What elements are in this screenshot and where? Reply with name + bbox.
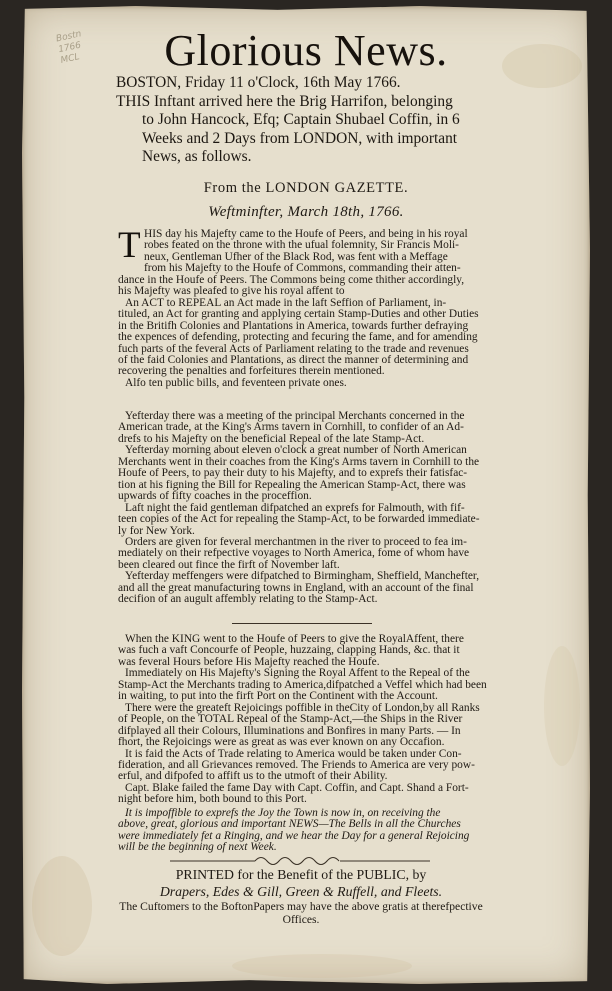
text-line: and all the great manufacturing towns in England, with an account of the final [118,581,474,594]
text-line: decifion of an augult affembly relating to the Stamp-Act. [118,593,378,606]
merchants-report [118,411,478,606]
text-line: fuch parts of the feveral Acts of Parliament relating to the trade and revenues [118,342,469,355]
text-line: Yefterday morning about eleven o'clock a great number of North American [125,444,467,457]
text-line: fideration, and all Grievances removed. The Friends to America are very pow- [118,758,475,771]
text-line: upwards of fifty coaches in the proceffion. [118,490,312,503]
text-line: It is faid the Acts of Trade relating to America would be taken under Con- [125,747,462,760]
text-line: mediately on their refpective voyages to North America, fome of whom have [118,547,470,560]
margin-note-line: Bostn [55,29,83,45]
section-divider [232,623,372,624]
text-line: American trade, at the King's Arms tavern in Cornhill, to confider of an Ad- [118,421,464,434]
text-line: HIS day his Majefty came to the Houfe of Peers, and being in his royal [144,228,468,240]
masthead-title: Glorious News. [164,26,448,75]
text-line: Alfo ten public bills, and feventeen private ones. [125,376,347,389]
text-line: neux, Gentleman Ufher of the Black Rod, was fent with a Meffage [144,250,448,263]
text-line: drefs to his Majefty on the beneficial Repeal of the late Stamp-Act. [118,432,425,445]
intro-line: BOSTON, Friday 11 o'Clock, 16th May 1766. [116,74,401,91]
text-line: his Majefty was pleafed to give his royal affent to [118,285,345,298]
text-line: recovering the penalties and forfeitures therein mentioned. [118,365,385,378]
text-line: been cleared out fince the firft of November laft. [118,558,340,571]
text-line: ly for New York. [118,524,195,537]
text-line: of the faid Colonies and Plantations, as direct the manner of determining and [118,353,469,366]
text-line: fhort, the Rejoicings were as great as was ever known on any Occafion. [118,736,445,749]
italic-line: were immediately fet a Ringing, and we hear the Day for a general Rejoicing [118,829,470,842]
text-line: erful, and difpofed to affift us to the utmoft of their Ability. [118,770,388,783]
text-line: Immediately on His Majefty's Signing the Royal Affent to the Repeal of the [125,667,470,680]
intro-line: THIS Inftant arrived here the Brig Harrifon, belonging [116,92,453,110]
text-line: in waiting, to put into the firft Port on the Continent with the Account. [118,690,438,703]
drop-cap: T [118,225,141,266]
dateline: Weftminfter, March 18th, 1766. [208,204,404,220]
intro-paragraph [116,74,476,167]
printed-line: Offices. [282,913,320,926]
printer-colophon [116,866,486,926]
printers-names: Drapers, Edes & Gill, Green & Ruffell, and Fleets. [159,884,443,899]
text-line: Stamp-Act the Merchants trading to America,difpatched a Veffel which had been [118,678,487,691]
text-line: Capt. Blake failed the fame Day with Capt. Coffin, and Capt. Shand a Fort- [125,781,469,794]
gazette-report [118,225,479,389]
intro-line: News, as follows. [142,148,252,165]
text-line: in the Britifh Colonies and Plantations in America, towards further defraying [118,319,469,332]
source-title: From the LONDON GAZETTE. [203,180,409,196]
text-line: Yefterday there was a meeting of the principal Merchants concerned in the [125,410,465,422]
italic-line: will be the beginning of next Week. [118,841,277,854]
text-line: night before him, both bound to this Port. [118,793,307,806]
margin-note-line: MCL [59,52,81,66]
text-line: from his Majefty to the Houfe of Commons, commanding their atten- [144,262,461,275]
text-line: was feveral Hours before His Majefty reached the Houfe. [118,655,380,668]
text-line: Houfe of Peers, to pay their duty to his Majefty, and to exprefs their fatisfac- [118,467,468,480]
flourish-divider [170,853,430,867]
text-line: the expences of defending, protecting and fecuring the fame, and for amending [118,331,478,344]
repeal-celebration-report [118,633,487,854]
text-line: Laft night the faid gentleman difpatched an exprefs for Falmouth, with fif- [125,501,465,514]
italic-line: It is impoffible to exprefs the Joy the Town is now in, on receiving the [125,806,441,819]
text-line: was fuch a vaft Concourfe of People, huzzaing, clapping Hands, &c. that it [118,644,460,657]
text-line: teen copies of the Act for repealing the Stamp-Act, to be forwarded immediate- [118,513,480,526]
text-line: tion at his figning the Bill for Repealing the American Stamp-Act, there was [118,478,466,491]
text-line: Merchants went in their coaches from the King's Arms tavern in Cornhill to the [118,455,480,468]
margin-note-line: 1766 [57,40,82,56]
text-line: tituled, an Act for granting and applying certain Stamp-Duties and other Duties [118,308,479,321]
text-line: difplayed all their Colours, Illuminations and Bonfires in many Parts. — In [118,724,461,737]
intro-line: to John Hancock, Efq; Captain Shubael Coffin, in 6 [142,111,460,128]
text-line: When the KING went to the Houfe of Peers to give the RoyalAffent, there [125,633,464,645]
text-line: Yefterday meffengers were difpatched to Birmingham, Sheffield, Manchefter, [125,570,480,583]
italic-line: above, great, glorious and important NEWS—The Bells in all the Churches [118,818,461,831]
text-line: Orders are given for feveral merchantmen in the river to proceed to fea im- [125,535,467,548]
text-line: robes feated on the throne with the ufual folemnity, Sir Francis Moli- [144,239,459,252]
printed-line: PRINTED for the Benefit of the PUBLIC, by [175,867,427,882]
text-line: There were the greateft Rejoicings poffible in theCity of London,by all Ranks [125,701,480,714]
text-line: dance in the Houfe of Peers. The Commons being come thither accordingly, [118,273,465,286]
text-line: of People, on the TOTAL Repeal of the Stamp-Act,—the Ships in the River [118,713,463,726]
intro-line: Weeks and 2 Days from LONDON, with important [142,129,458,147]
text-line: An ACT to REPEAL an Act made in the laft Seffion of Parliament, in- [125,296,447,309]
printed-line: The Cuftomers to the BoftonPapers may have the above gratis at therefpective [119,900,483,913]
